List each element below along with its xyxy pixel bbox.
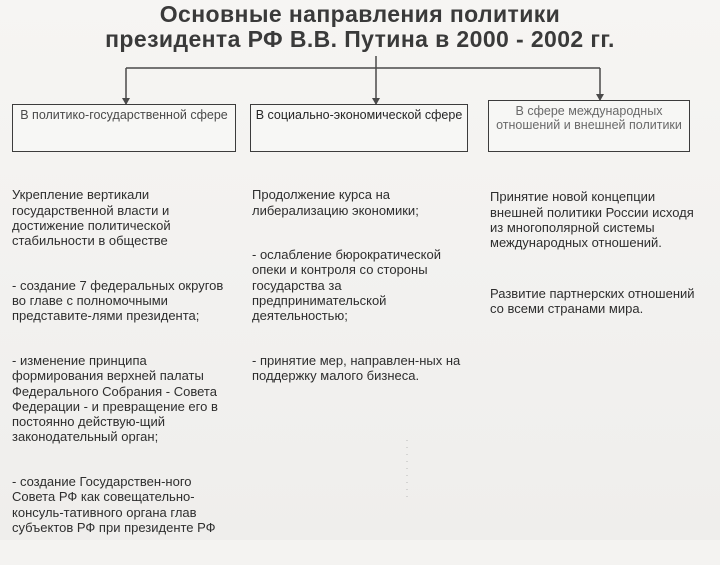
list-item: - ослабление бюрократической опеки и контроля со стороны государства за предпринимательской деятельностью; [252, 247, 442, 324]
column-international [490, 174, 695, 352]
column-economic [252, 172, 472, 413]
list-item: - изменение принципа формирования верхней палаты Федерального Собрания - Совета Федерации - и превращение его в постоянно действую-щий законодательный орган; [12, 352, 218, 445]
list-item: Укрепление вертикали государственной власти и достижение политической стабильности в обществе [12, 187, 171, 249]
list-item: - создание 7 федеральных округов во главе с полномочными представите-лями президента; [12, 277, 224, 324]
category-box-political: В политико-государственной сфере [12, 104, 236, 152]
title-line-1: Основные направления политики [159, 1, 561, 27]
list-item: - создание Государствен-ного Совета РФ как совещательно-консуль-тативного органа глав субъектов РФ при президенте РФ [12, 474, 216, 535]
category-box-international: В сфере международных отношений и внешней политики [488, 100, 690, 152]
list-item: Продолжение курса на либерализацию экономики; [252, 187, 419, 218]
column-political [12, 172, 236, 565]
list-item: Развитие партнерских отношений со всеми странами мира. [490, 285, 695, 317]
category-box-economic: В социально-экономической сфере [250, 104, 468, 152]
list-item: - принятие мер, направлен-ных на поддержку малого бизнеса. [252, 352, 461, 384]
list-item: Принятие новой концепции внешней политики России исходя из многополярной системы международных отношений. [490, 189, 694, 251]
title-line-2: президента РФ В.В. Путина в 2000 - 2002 гг. [105, 26, 615, 52]
